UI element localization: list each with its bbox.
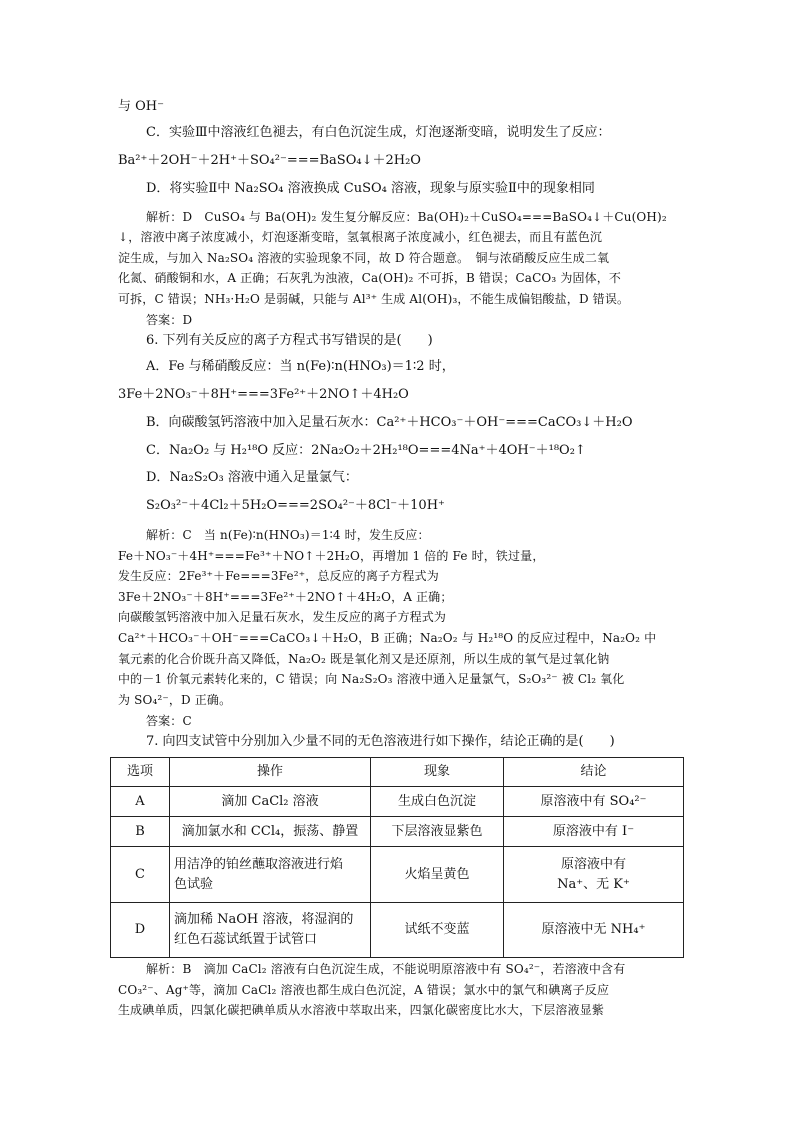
solution-line: CO₃²⁻、Ag⁺等，滴加 CaCl₂ 溶液也都生成白色沉淀，A 错误；氯水中的氯气和碘离子反应 xyxy=(118,983,610,997)
header-operation: 操作 xyxy=(170,758,371,787)
cell-operation xyxy=(170,847,371,903)
table-header-row xyxy=(111,758,684,787)
table-row xyxy=(111,847,684,903)
header-conclusion: 结论 xyxy=(504,758,684,787)
cell-option: A xyxy=(111,787,170,817)
conclusion-text: Na⁺、无 K⁺ xyxy=(557,876,630,892)
equation-line: S₂O₃²⁻＋4Cl₂＋5H₂O===2SO₄²⁻＋8Cl⁻＋10H⁺ xyxy=(146,498,445,513)
cell-operation xyxy=(170,787,371,817)
operation-text: 红色石蕊试纸置于试管口 xyxy=(174,932,318,947)
solution-line: 化氮、硝酸铜和水，A 正确；石灰乳为浊液，Ca(OH)₂ 不可拆，B 错误；CaCO₃ 为固体，不 xyxy=(118,271,622,285)
solution-line: Fe＋NO₃⁻＋4H⁺===Fe³⁺＋NO↑＋2H₂O，再增加 1 倍的 Fe 时，铁过量， xyxy=(118,549,545,563)
cell-conclusion: 原溶液中无 NH₄⁺ xyxy=(504,903,684,958)
operation-text: 滴加 CaCl₂ 溶液 xyxy=(221,793,319,809)
cell-option: B xyxy=(111,817,170,847)
solution-line: 中的－1 价氧元素转化来的，C 错误；向 Na₂S₂O₃ 溶液中通入足量氯气，S₂O₃²⁻ 被 Cl₂ 氧化 xyxy=(118,672,625,686)
cell-conclusion: 原溶液中有 I⁻ xyxy=(504,817,684,847)
q6-option-b: B．向碳酸氢钙溶液中加入足量石灰水：Ca²⁺＋HCO₃⁻＋OH⁻===CaCO₃↓＋H₂O xyxy=(146,415,633,430)
q6-option-a: A．Fe 与稀硝酸反应：当 n(Fe)∶n(HNO₃)＝1∶2 时， xyxy=(146,359,455,374)
text-line: 与 OH⁻ xyxy=(118,99,164,114)
solution-line: 向碳酸氢钙溶液中加入足量石灰水，发生反应的离子方程式为 xyxy=(118,610,447,624)
solution-line: 为 SO₄²⁻，D 正确。 xyxy=(118,693,232,707)
solution-line: 解析：C 当 n(Fe)∶n(HNO₃)＝1∶4 时，发生反应： xyxy=(146,528,430,542)
cell-phenomenon: 火焰呈黄色 xyxy=(371,847,504,903)
cell-phenomenon: 下层溶液显紫色 xyxy=(371,817,504,847)
operation-text: 滴加氯水和 CCl₄，振荡、静置 xyxy=(181,823,359,839)
solution-line: 3Fe＋2NO₃⁻＋8H⁺===3Fe²⁺＋2NO↑＋4H₂O，A 正确； xyxy=(118,590,453,604)
question-6-title: 6. 下列有关反应的离子方程式书写错误的是( ) xyxy=(146,333,433,348)
solution-line: 生成碘单质，四氯化碳把碘单质从水溶液中萃取出来，四氯化碳密度比水大，下层溶液显紫 xyxy=(118,1003,605,1017)
header-option: 选项 xyxy=(111,758,170,787)
q6-option-c: C．Na₂O₂ 与 H₂¹⁸O 反应：2Na₂O₂＋2H₂¹⁸O===4Na⁺＋4OH⁻＋¹⁸O₂↑ xyxy=(146,443,586,458)
header-phenomenon: 现象 xyxy=(371,758,504,787)
cell-conclusion xyxy=(504,847,684,903)
option-c-statement: C．实验Ⅲ中溶液红色褪去，有白色沉淀生成，灯泡逐渐变暗，说明发生了反应： xyxy=(146,125,611,140)
operation-text: 用洁净的铂丝蘸取溶液进行焰 xyxy=(174,856,344,872)
cell-phenomenon: 试纸不变蓝 xyxy=(371,903,504,958)
solution-line: 淀生成，与加入 Na₂SO₄ 溶液的实验现象不同，故 D 符合题意。 铜与浓硝酸反应生成二氧 xyxy=(118,251,610,265)
table-row xyxy=(111,903,684,958)
solution-line: Ca²⁺＋HCO₃⁻＋OH⁻===CaCO₃↓＋H₂O，B 正确；Na₂O₂ 与 H₂¹⁸O 的反应过程中，Na₂O₂ 中 xyxy=(118,631,657,645)
solution-line: 氧元素的化合价既升高又降低，Na₂O₂ 既是氧化剂又是还原剂，所以生成的氧气是过氧化钠 xyxy=(118,652,610,666)
solution-line: 发生反应：2Fe³⁺＋Fe===3Fe²⁺，总反应的离子方程式为 xyxy=(118,569,439,583)
equation-line: Ba²⁺＋2OH⁻＋2H⁺＋SO₄²⁻===BaSO₄↓＋2H₂O xyxy=(118,153,421,168)
cell-operation xyxy=(170,903,371,958)
cell-conclusion: 原溶液中有 SO₄²⁻ xyxy=(504,787,684,817)
table-row xyxy=(111,787,684,817)
operation-text: 滴加稀 NaOH 溶液，将湿润的 xyxy=(174,912,354,927)
cell-option: C xyxy=(111,847,170,903)
conclusion-text: 原溶液中有 xyxy=(560,856,626,872)
cell-phenomenon: 生成白色沉淀 xyxy=(371,787,504,817)
question-7-title: 7. 向四支试管中分别加入少量不同的无色溶液进行如下操作，结论正确的是( ) xyxy=(146,734,615,749)
cell-option: D xyxy=(111,903,170,958)
answer-line: 答案：C xyxy=(146,714,192,728)
solution-line: 解析：D CuSO₄ 与 Ba(OH)₂ 发生复分解反应：Ba(OH)₂＋CuSO₄===BaSO₄↓＋Cu(OH)₂ xyxy=(146,210,667,224)
solution-line: ↓，溶液中离子浓度减小，灯泡逐渐变暗，氢氧根离子浓度减小，红色褪去，而且有蓝色沉 xyxy=(118,230,603,244)
cell-operation xyxy=(170,817,371,847)
solution-line: 可拆，C 错误；NH₃·H₂O 是弱碱，只能与 Al³⁺ 生成 Al(OH)₃，不能生成偏铝酸盐，D 错误。 xyxy=(118,292,630,306)
option-d-statement: D．将实验Ⅱ中 Na₂SO₄ 溶液换成 CuSO₄ 溶液，现象与原实验Ⅱ中的现象相同 xyxy=(146,181,595,196)
solution-line: 解析：B 滴加 CaCl₂ 溶液有白色沉淀生成，不能说明原溶液中有 SO₄²⁻，若溶液中含有 xyxy=(146,962,626,976)
operation-text: 色试验 xyxy=(174,876,214,892)
table-row xyxy=(111,817,684,847)
q6-option-d: D．Na₂S₂O₃ 溶液中通入足量氯气： xyxy=(146,470,358,485)
experiment-table xyxy=(110,757,684,958)
equation-line: 3Fe＋2NO₃⁻＋8H⁺===3Fe²⁺＋2NO↑＋4H₂O xyxy=(118,387,409,402)
answer-line: 答案：D xyxy=(146,313,193,327)
